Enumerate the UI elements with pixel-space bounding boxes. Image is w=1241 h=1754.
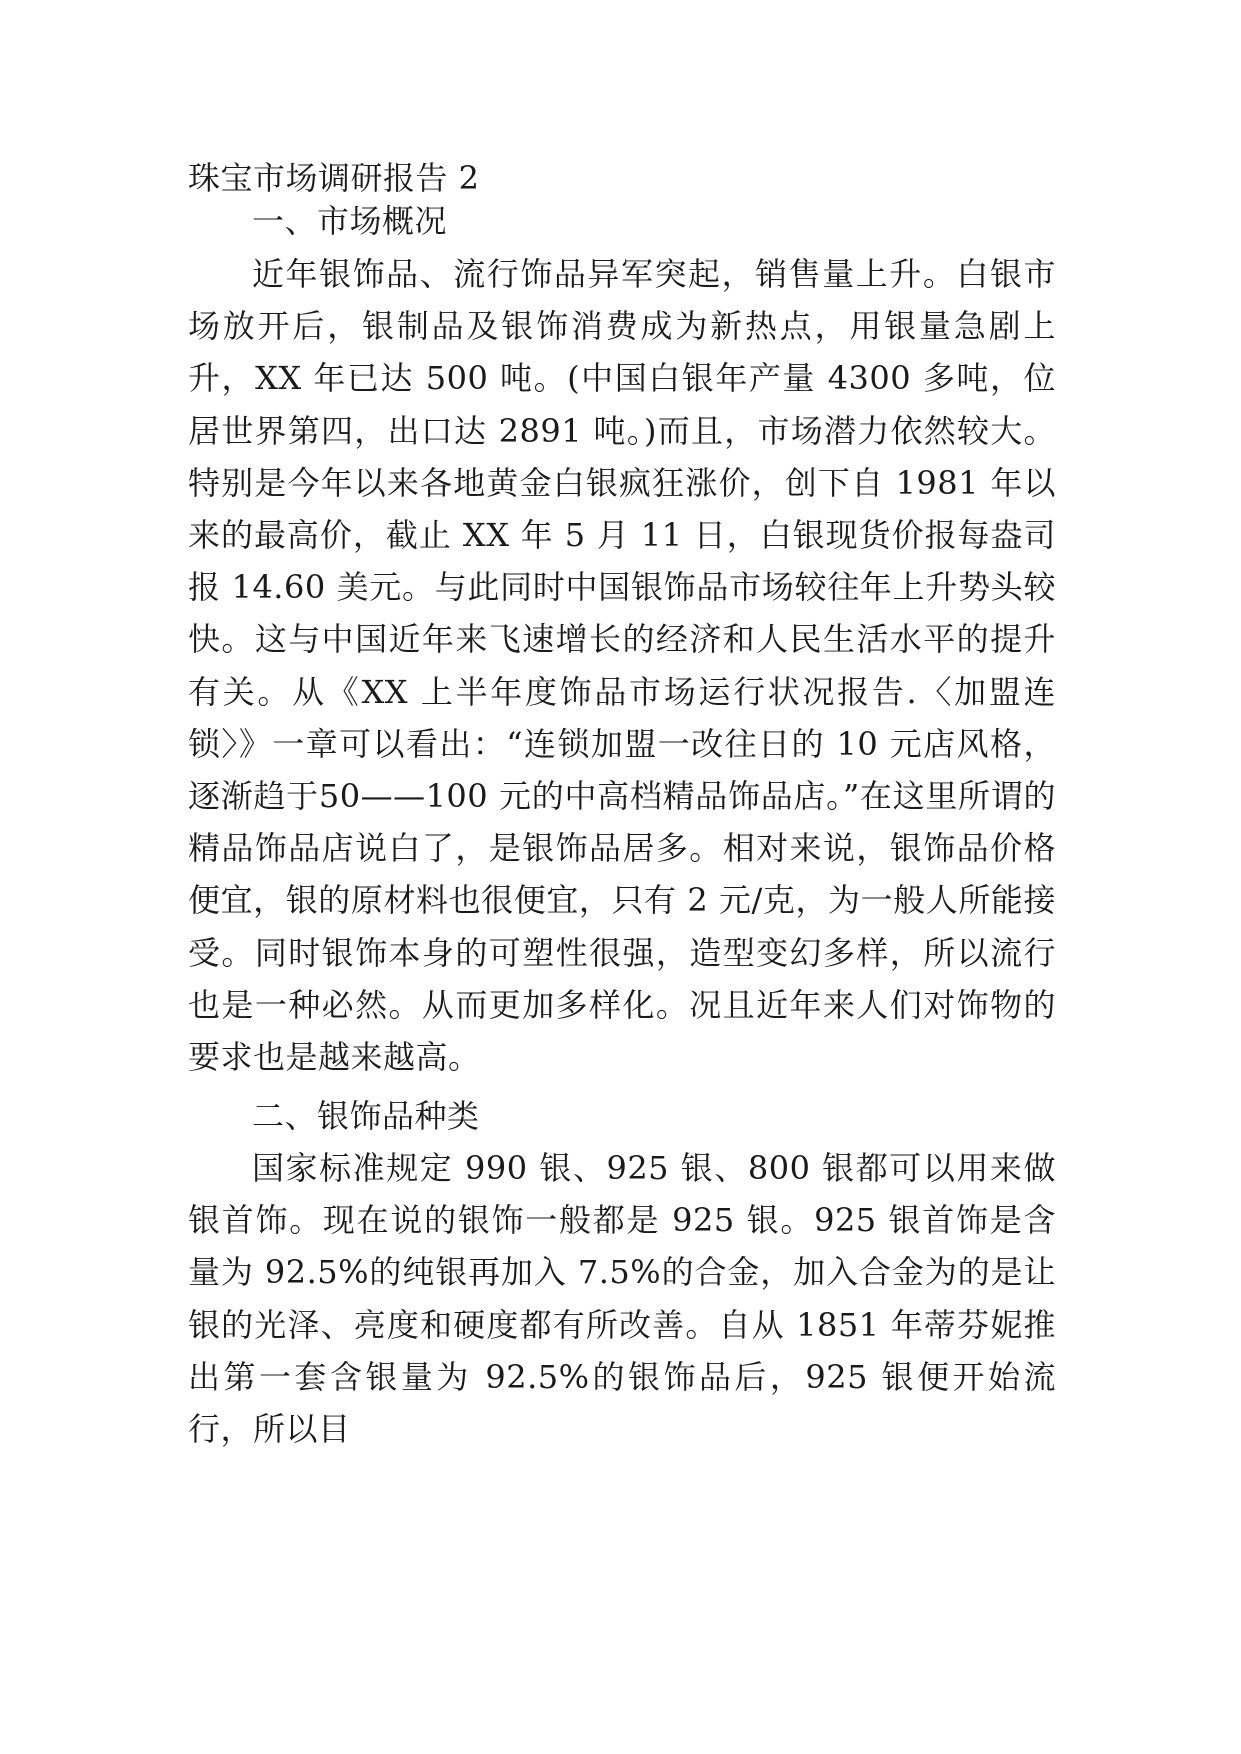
section-heading-silver-types: 二、银饰品种类: [252, 1097, 480, 1135]
document-title: 珠宝市场调研报告 2: [188, 159, 480, 197]
paragraph-silver-types: 国家标准规定 990 银、925 银、800 银都可以用来做银首饰。现在说的银饰一般都是 925 银。925 银首饰是含量为 92.5%的纯银再加入 7.5%的合金，加入合金为的是让银的光泽、亮度和硬度都有所改善。自从 1851 年蒂芬妮推出第一套含银量为 92.5%的银饰品后，925 银便开始流行，所以目: [188, 1149, 1056, 1449]
section-heading-market-overview: 一、市场概况: [252, 202, 448, 240]
paragraph-market-overview: 近年银饰品、流行饰品异军突起，销售量上升。白银市场放开后，银制品及银饰消费成为新热点，用银量急剧上升，XX 年已达 500 吨。(中国白银年产量 4300 多吨，位居世界第四，出口达 2891 吨。)而且，市场潜力依然较大。特别是今年以来各地黄金白银疯狂涨价，创下自 1981 年以来的最高价，截止 XX 年 5 月 11 日，白银现货价报每盎司报 14.60 美元。与此同时中国银饰品市场较往年上升势头较快。这与中国近年来飞速增长的经济和人民生活水平的提升有关。从《XX 上半年度饰品市场运行状况报告.〈加盟连锁〉》一章可以看出：“连锁加盟一改往日的 10 元店风格，逐渐趋于50——100 元的中高档精品饰品店。”在这里所谓的精品饰品店说白了，是银饰品居多。相对来说，银饰品价格便宜，银的原材料也很便宜，只有 2 元/克，为一般人所能接受。同时银饰本身的可塑性很强，造型变幻多样，所以流行也是一种必然。从而更加多样化。况且近年来人们对饰物的要求也是越来越高。: [188, 255, 1056, 1077]
